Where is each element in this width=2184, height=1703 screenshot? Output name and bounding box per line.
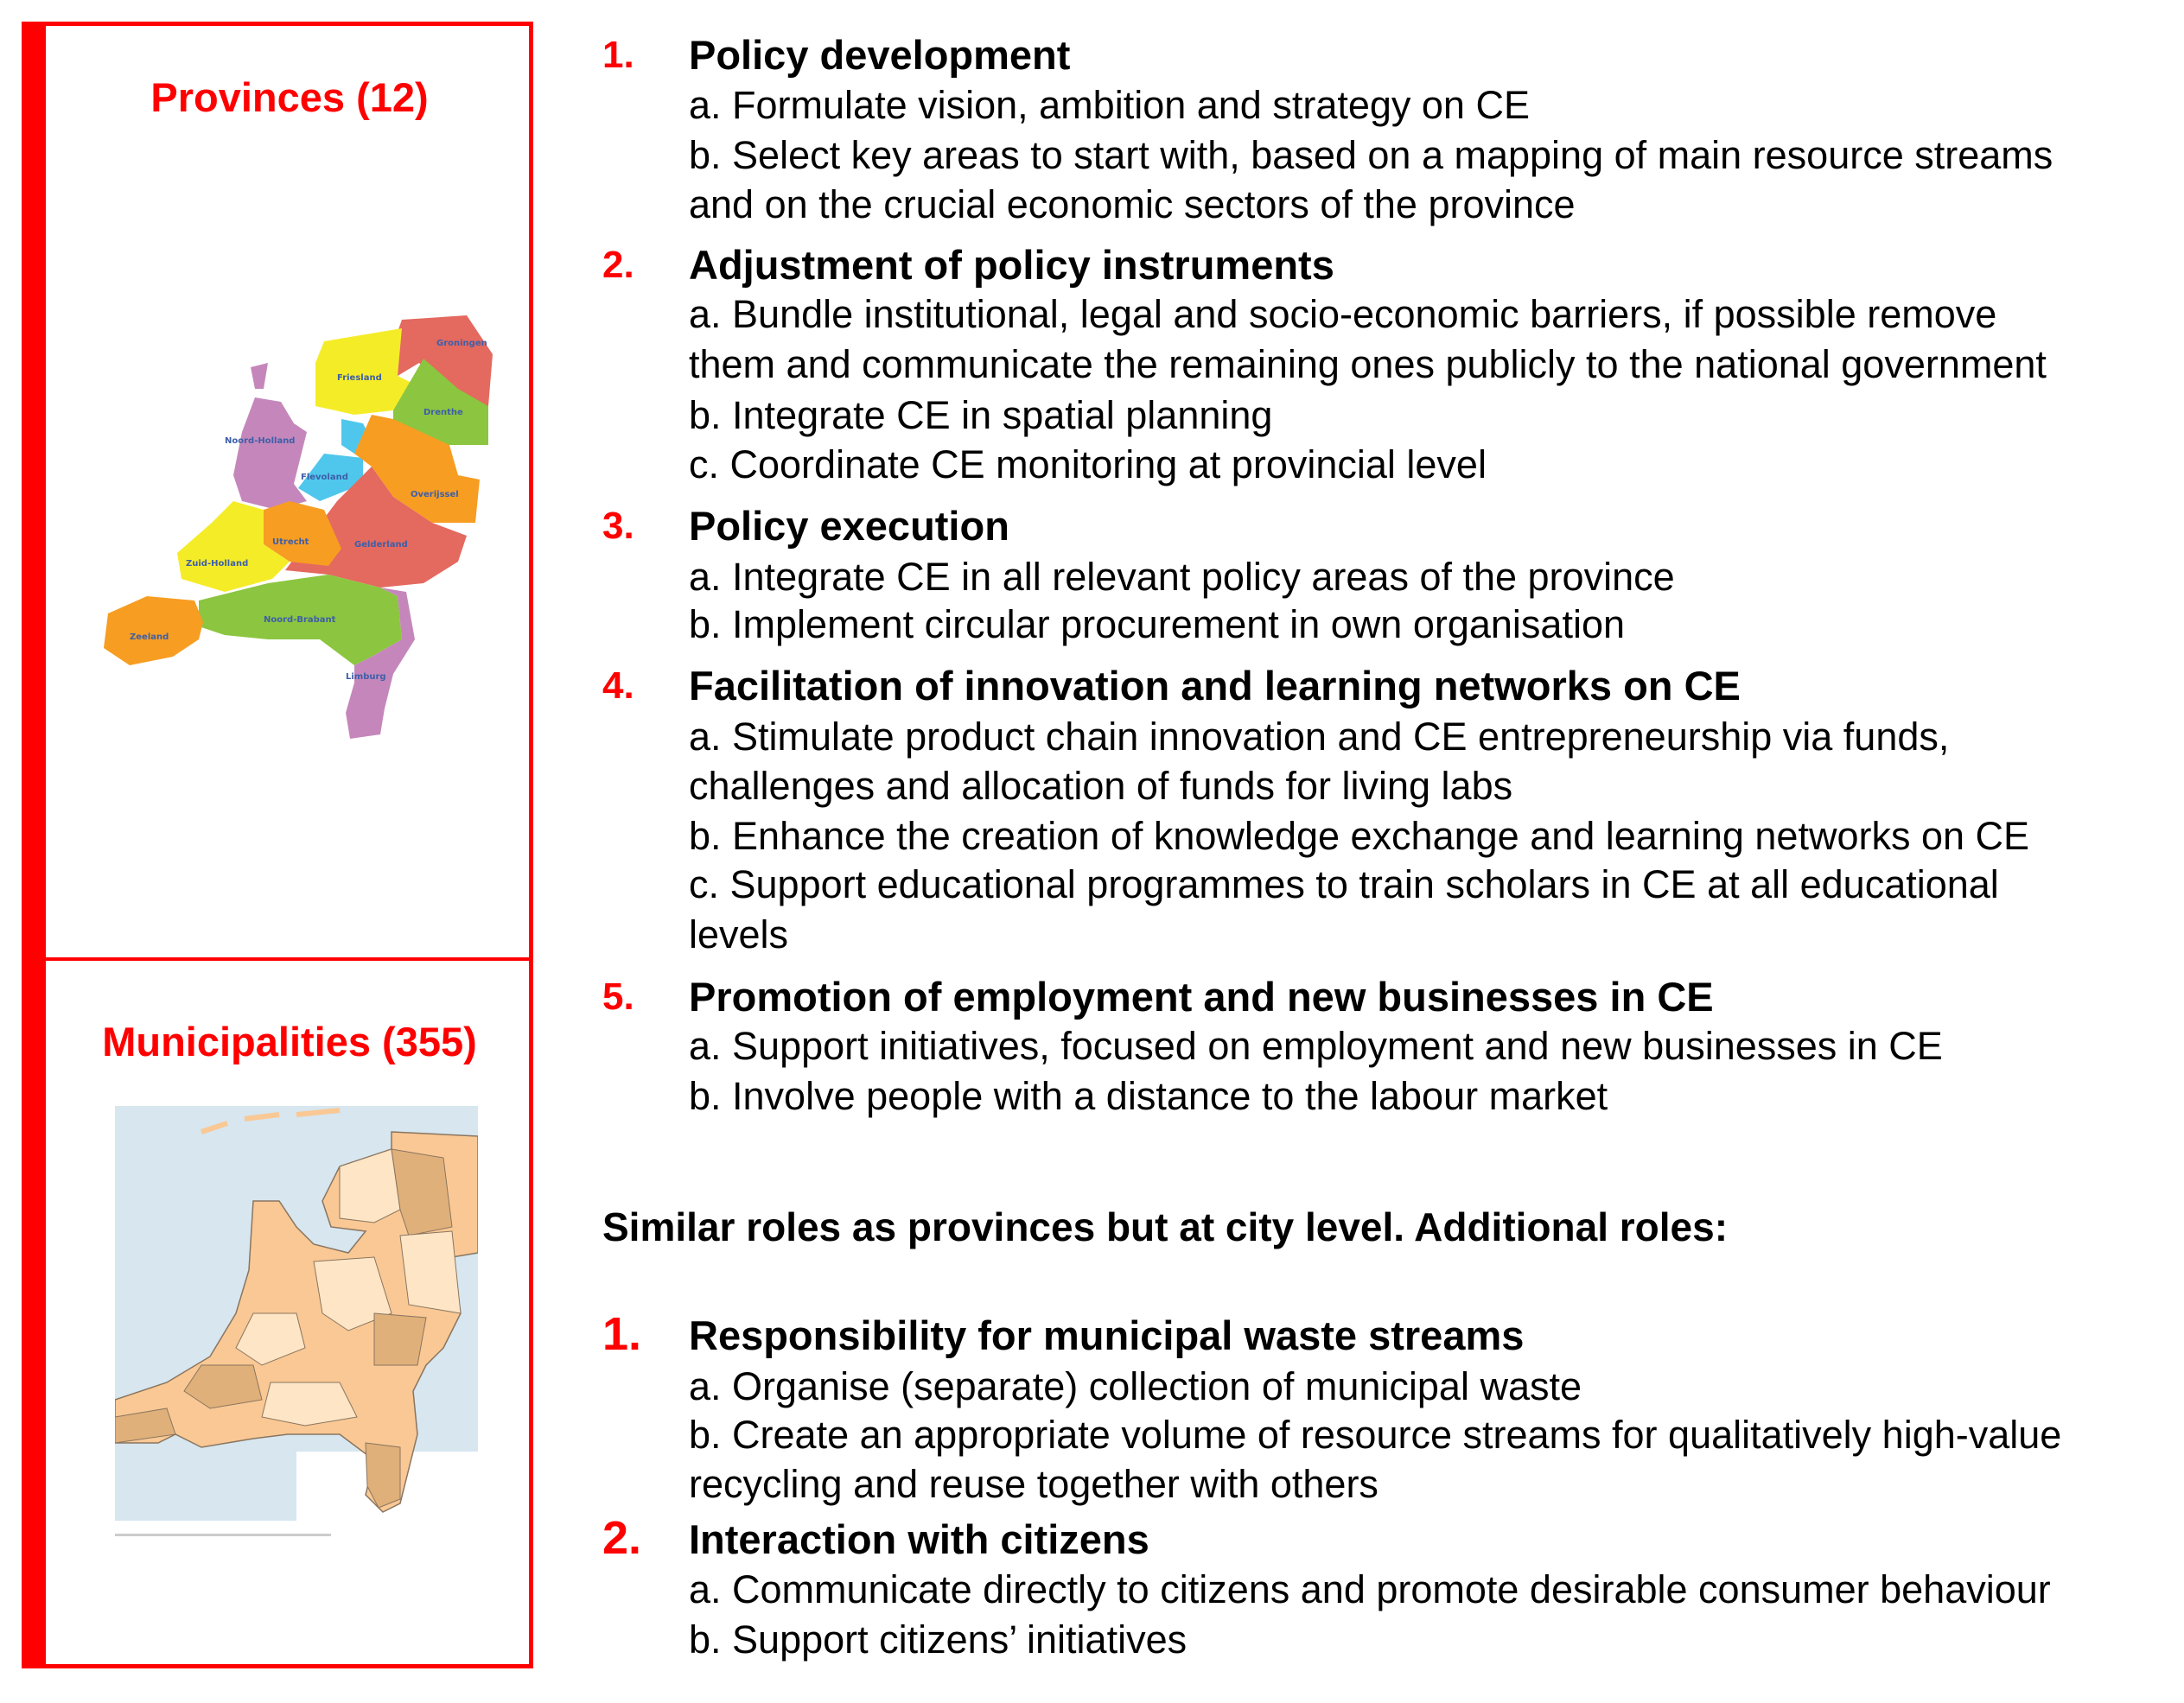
role-item: them and communicate the remaining ones publicly to the national government (689, 342, 2047, 386)
role-item: b. Create an appropriate volume of resource streams for qualitatively high-value (689, 1413, 2062, 1457)
map-label-zeeland: Zeeland (130, 632, 169, 642)
role-heading: Promotion of employment and new businesses in CE (689, 974, 1714, 1020)
municipalities-intro: Similar roles as provinces but at city level. Additional roles: (602, 1204, 1729, 1249)
role-heading: Interaction with citizens (689, 1516, 1149, 1562)
role-number: 3. (602, 505, 634, 547)
map-label-limburg: Limburg (346, 672, 386, 682)
role-item: and on the crucial economic sectors of the province (689, 182, 1576, 226)
municipalities-map (115, 1106, 478, 1555)
role-number: 1. (602, 1308, 642, 1360)
map-label-gelderland: Gelderland (354, 540, 408, 550)
role-heading: Responsibility for municipal waste streams (689, 1312, 1525, 1358)
role-number: 4. (602, 664, 634, 707)
role-item: a. Stimulate product chain innovation and CE entrepreneurship via funds, (689, 715, 1950, 759)
map-label-overijssel: Overijssel (411, 490, 459, 499)
map-label-friesland: Friesland (337, 373, 382, 383)
role-heading: Adjustment of policy instruments (689, 242, 1334, 288)
provinces-map (95, 302, 493, 760)
role-item: levels (689, 912, 789, 956)
role-item: b. Integrate CE in spatial planning (689, 393, 1273, 437)
role-item: c. Support educational programmes to train scholars in CE at all educational (689, 862, 1999, 906)
role-number: 2. (602, 1512, 642, 1564)
role-item: a. Formulate vision, ambition and strategy on CE (689, 83, 1530, 127)
municipalities-title: Municipalities (355) (102, 1019, 477, 1064)
panel-divider (46, 957, 533, 961)
role-item: a. Bundle institutional, legal and socio-economic barriers, if possible remove (689, 292, 1997, 336)
role-number: 1. (602, 34, 634, 76)
map-label-noord-brabant: Noord-Brabant (264, 615, 336, 625)
role-heading: Policy execution (689, 503, 1009, 549)
map-label-noord-holland: Noord-Holland (225, 436, 296, 446)
role-item: b. Select key areas to start with, based on a mapping of main resource streams (689, 133, 2053, 177)
provinces-title: Provinces (12) (150, 74, 429, 120)
role-number: 5. (602, 975, 634, 1018)
role-item: b. Involve people with a distance to the labour market (689, 1074, 1608, 1118)
role-item: a. Communicate directly to citizens and promote desirable consumer behaviour (689, 1567, 2051, 1611)
map-label-zuid-holland: Zuid-Holland (186, 559, 249, 569)
role-heading: Facilitation of innovation and learning networks on CE (689, 663, 1741, 709)
role-item: a. Support initiatives, focused on employment and new businesses in CE (689, 1024, 1943, 1068)
map-label-groningen: Groningen (436, 339, 487, 348)
map-label-drenthe: Drenthe (423, 408, 463, 417)
role-item: a. Integrate CE in all relevant policy areas of the province (689, 555, 1675, 599)
accent-bar (22, 22, 46, 1668)
role-item: b. Support citizens’ initiatives (689, 1617, 1188, 1662)
role-item: c. Coordinate CE monitoring at provincial level (689, 442, 1487, 486)
map-label-utrecht: Utrecht (272, 537, 309, 547)
role-item: a. Organise (separate) collection of municipal waste (689, 1364, 1582, 1408)
role-item: b. Implement circular procurement in own organisation (689, 602, 1626, 646)
map-label-flevoland: Flevoland (301, 473, 348, 482)
role-item: b. Enhance the creation of knowledge exchange and learning networks on CE (689, 814, 2030, 858)
role-item: recycling and reuse together with others (689, 1462, 1379, 1506)
role-item: challenges and allocation of funds for living labs (689, 764, 1513, 808)
role-heading: Policy development (689, 32, 1071, 78)
role-number: 2. (602, 244, 634, 286)
